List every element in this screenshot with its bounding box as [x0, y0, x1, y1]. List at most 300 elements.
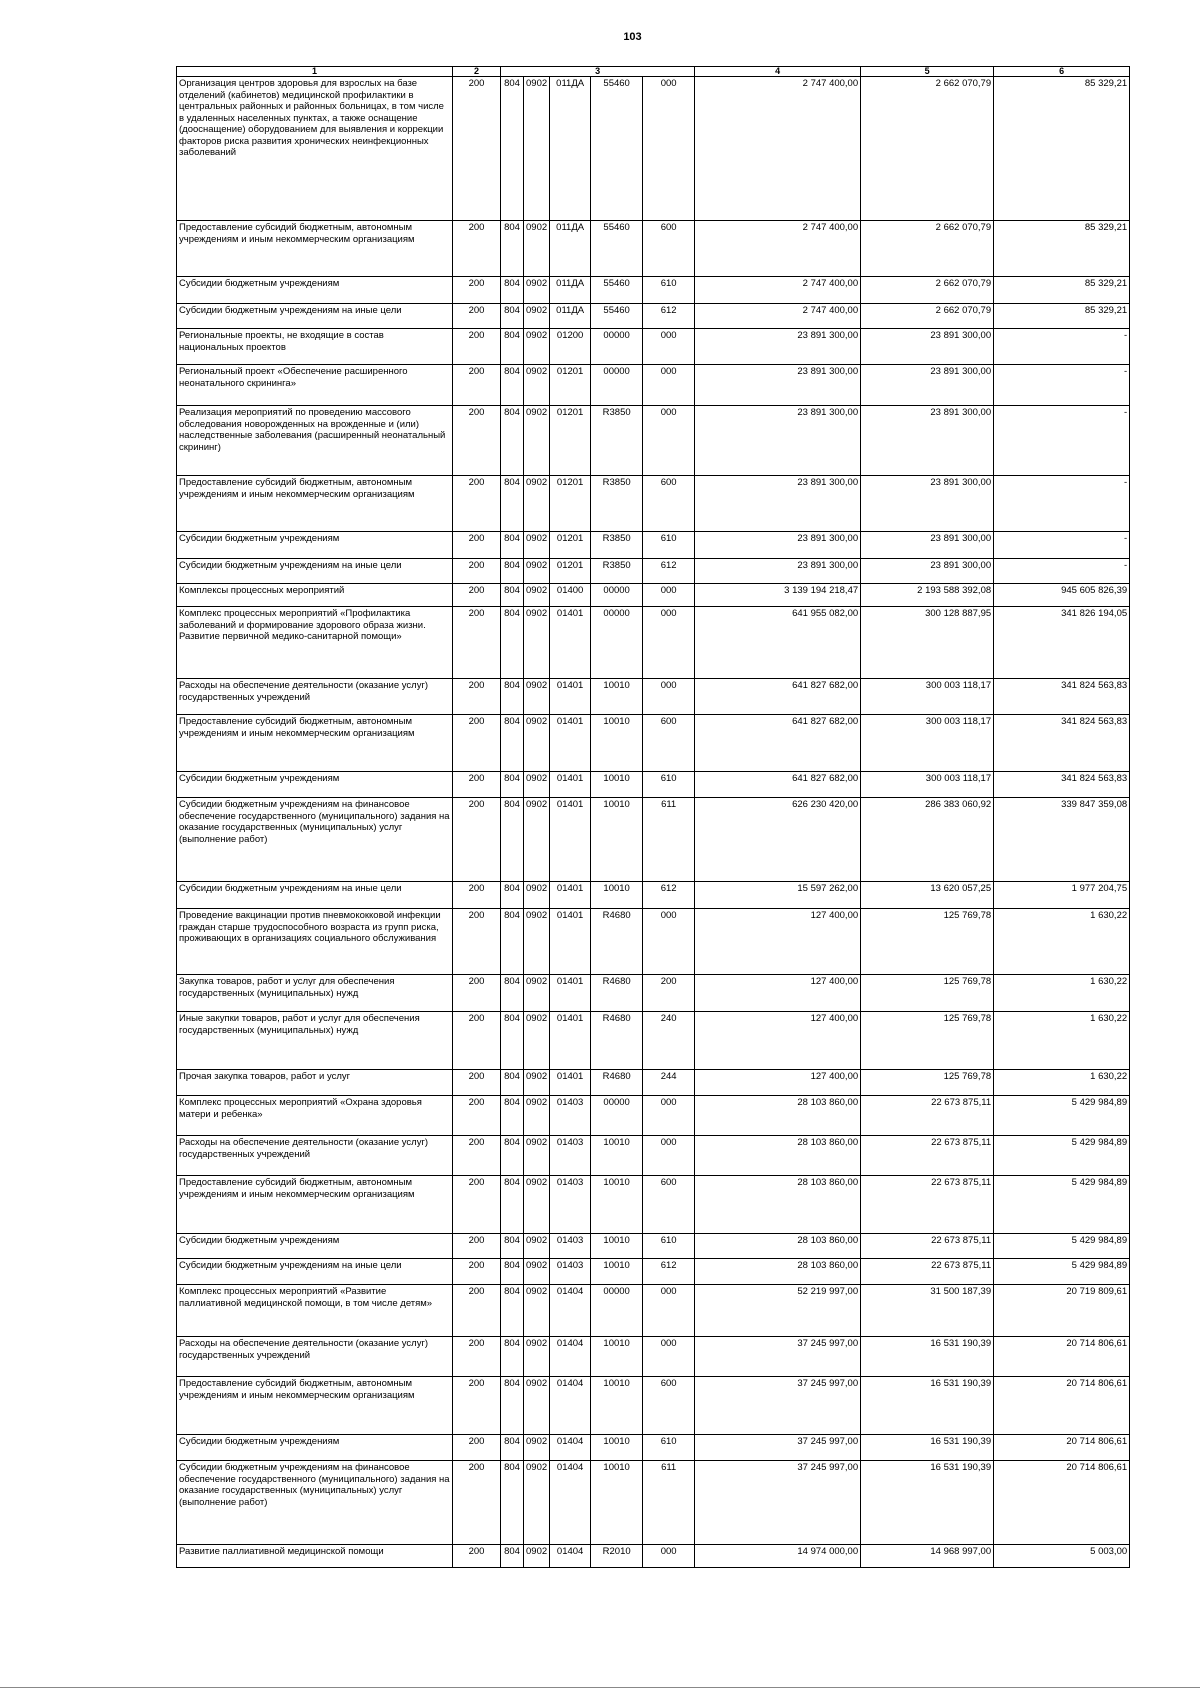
table-row [177, 584, 1130, 607]
row-col-3a: 804 [501, 909, 524, 975]
header-col-6: 6 [994, 67, 1130, 77]
row-col-5: 125 769,78 [861, 975, 994, 1012]
row-col-3e: 000 [643, 1545, 695, 1568]
row-col-6: 85 329,21 [994, 221, 1130, 277]
table-row [177, 1545, 1130, 1568]
row-col-3c: 01201 [550, 559, 591, 584]
row-col-3c: 01201 [550, 365, 591, 406]
row-col-3e: 611 [643, 798, 695, 882]
row-col-2: 200 [453, 584, 501, 607]
row-col-3c: 01201 [550, 532, 591, 559]
table-row [177, 1377, 1130, 1435]
row-col-3c: 01401 [550, 1070, 591, 1096]
row-col-3a: 804 [501, 329, 524, 365]
row-name: Закупка товаров, работ и услуг для обеспечения государственных (муниципальных) нужд [177, 975, 453, 1012]
row-col-3c: 01200 [550, 329, 591, 365]
row-col-5: 23 891 300,00 [861, 406, 994, 476]
row-name: Субсидии бюджетным учреждениям на финансовое обеспечение государственного (муниципального) задания на оказание государственных (муниципальных) услуг (выполнение работ) [177, 798, 453, 882]
table-row [177, 1012, 1130, 1070]
row-col-3c: 01201 [550, 476, 591, 532]
row-col-3d: 10010 [591, 1337, 643, 1377]
row-col-3d: 10010 [591, 715, 643, 772]
row-col-3e: 610 [643, 1435, 695, 1461]
row-col-5: 16 531 190,39 [861, 1435, 994, 1461]
row-col-3d: 55460 [591, 221, 643, 277]
table-row [177, 909, 1130, 975]
row-col-6: 20 719 809,61 [994, 1285, 1130, 1337]
row-col-6: 20 714 806,61 [994, 1377, 1130, 1435]
row-name: Предоставление субсидий бюджетным, автономным учреждениям и иным некоммерческим организациям [177, 1377, 453, 1435]
row-name: Проведение вакцинации против пневмококковой инфекции граждан старше трудоспособного возраста из групп риска, проживающих в организациях социального обслуживания [177, 909, 453, 975]
row-col-6: 5 429 984,89 [994, 1234, 1130, 1259]
row-col-6: 339 847 359,08 [994, 798, 1130, 882]
row-col-3d: 55460 [591, 304, 643, 329]
row-col-3e: 611 [643, 1461, 695, 1545]
row-name: Расходы на обеспечение деятельности (оказание услуг) государственных учреждений [177, 679, 453, 715]
row-col-2: 200 [453, 329, 501, 365]
row-col-6: 5 429 984,89 [994, 1259, 1130, 1285]
row-col-3b: 0902 [524, 1176, 550, 1234]
row-col-2: 200 [453, 607, 501, 679]
row-col-3d: 10010 [591, 1461, 643, 1545]
row-col-2: 200 [453, 1096, 501, 1136]
row-col-3b: 0902 [524, 304, 550, 329]
row-col-4: 37 245 997,00 [695, 1377, 861, 1435]
row-col-4: 23 891 300,00 [695, 406, 861, 476]
row-col-3a: 804 [501, 1136, 524, 1176]
row-col-5: 2 662 070,79 [861, 277, 994, 304]
row-col-3e: 610 [643, 277, 695, 304]
row-col-4: 2 747 400,00 [695, 221, 861, 277]
row-col-3c: 01400 [550, 584, 591, 607]
row-name: Субсидии бюджетным учреждениям на иные цели [177, 1259, 453, 1285]
row-col-3c: 01401 [550, 607, 591, 679]
row-col-2: 200 [453, 798, 501, 882]
row-col-3c: 01404 [550, 1545, 591, 1568]
row-col-3d: 00000 [591, 607, 643, 679]
row-col-3a: 804 [501, 1545, 524, 1568]
row-col-4: 2 747 400,00 [695, 277, 861, 304]
row-col-3a: 804 [501, 1012, 524, 1070]
row-col-6: - [994, 365, 1130, 406]
row-col-3a: 804 [501, 476, 524, 532]
row-col-2: 200 [453, 277, 501, 304]
row-col-3c: 01401 [550, 882, 591, 909]
row-col-5: 125 769,78 [861, 909, 994, 975]
table-row [177, 365, 1130, 406]
row-col-4: 641 955 082,00 [695, 607, 861, 679]
row-col-2: 200 [453, 1234, 501, 1259]
row-col-3d: 10010 [591, 1234, 643, 1259]
row-col-6: 85 329,21 [994, 277, 1130, 304]
row-name: Развитие паллиативной медицинской помощи [177, 1545, 453, 1568]
row-name: Субсидии бюджетным учреждениям [177, 1435, 453, 1461]
budget-table [176, 66, 1130, 1568]
row-col-3a: 804 [501, 1259, 524, 1285]
row-col-4: 641 827 682,00 [695, 679, 861, 715]
table-row [177, 77, 1130, 221]
table-row [177, 329, 1130, 365]
row-name: Субсидии бюджетным учреждениям [177, 1234, 453, 1259]
row-col-4: 23 891 300,00 [695, 559, 861, 584]
row-col-2: 200 [453, 1259, 501, 1285]
row-col-3a: 804 [501, 882, 524, 909]
row-col-2: 200 [453, 975, 501, 1012]
row-col-3b: 0902 [524, 1070, 550, 1096]
row-col-3e: 000 [643, 584, 695, 607]
row-col-3e: 000 [643, 1096, 695, 1136]
row-col-4: 52 219 997,00 [695, 1285, 861, 1337]
row-col-4: 28 103 860,00 [695, 1176, 861, 1234]
row-col-5: 300 003 118,17 [861, 772, 994, 798]
row-col-3e: 612 [643, 1259, 695, 1285]
row-col-6: 5 429 984,89 [994, 1136, 1130, 1176]
row-col-3b: 0902 [524, 798, 550, 882]
row-col-3e: 000 [643, 365, 695, 406]
row-col-3b: 0902 [524, 882, 550, 909]
row-col-3a: 804 [501, 584, 524, 607]
row-col-3a: 804 [501, 1234, 524, 1259]
row-col-5: 22 673 875,11 [861, 1136, 994, 1176]
row-name: Комплекс процессных мероприятий «Охрана здоровья матери и ребенка» [177, 1096, 453, 1136]
row-col-5: 16 531 190,39 [861, 1377, 994, 1435]
row-col-3a: 804 [501, 1461, 524, 1545]
row-col-3c: 01401 [550, 798, 591, 882]
row-col-2: 200 [453, 532, 501, 559]
row-col-3c: 01201 [550, 406, 591, 476]
row-col-4: 23 891 300,00 [695, 532, 861, 559]
row-col-3e: 000 [643, 1285, 695, 1337]
row-col-3c: 01403 [550, 1259, 591, 1285]
row-col-3b: 0902 [524, 221, 550, 277]
row-col-3d: 10010 [591, 772, 643, 798]
row-col-5: 22 673 875,11 [861, 1259, 994, 1285]
row-col-3c: 01404 [550, 1377, 591, 1435]
row-col-3b: 0902 [524, 1136, 550, 1176]
row-name: Комплекс процессных мероприятий «Профилактика заболеваний и формирование здорового образа жизни. Развитие первичной медико-санитарной помощи» [177, 607, 453, 679]
row-col-2: 200 [453, 1285, 501, 1337]
row-name: Реализация мероприятий по проведению массового обследования новорожденных на врожденные и (или) наследственные заболевания (расширенный неонатальный скрининг) [177, 406, 453, 476]
row-col-2: 200 [453, 1136, 501, 1176]
row-col-3c: 01401 [550, 975, 591, 1012]
row-col-3c: 01404 [550, 1285, 591, 1337]
row-col-5: 286 383 060,92 [861, 798, 994, 882]
row-col-3d: 55460 [591, 277, 643, 304]
table-row [177, 221, 1130, 277]
row-col-4: 28 103 860,00 [695, 1136, 861, 1176]
row-col-6: 1 630,22 [994, 975, 1130, 1012]
row-col-6: 85 329,21 [994, 77, 1130, 221]
table-row [177, 1259, 1130, 1285]
row-name: Комплекс процессных мероприятий «Развитие паллиативной медицинской помощи, в том числе детям» [177, 1285, 453, 1337]
row-col-6: 85 329,21 [994, 304, 1130, 329]
row-col-5: 22 673 875,11 [861, 1096, 994, 1136]
table-row [177, 476, 1130, 532]
row-col-2: 200 [453, 772, 501, 798]
row-col-3a: 804 [501, 221, 524, 277]
row-col-3c: 011ДА [550, 277, 591, 304]
row-col-5: 23 891 300,00 [861, 559, 994, 584]
row-col-3d: 10010 [591, 1259, 643, 1285]
row-col-4: 28 103 860,00 [695, 1259, 861, 1285]
row-col-4: 23 891 300,00 [695, 329, 861, 365]
row-col-4: 3 139 194 218,47 [695, 584, 861, 607]
row-col-2: 200 [453, 1176, 501, 1234]
row-col-2: 200 [453, 304, 501, 329]
row-name: Предоставление субсидий бюджетным, автономным учреждениям и иным некоммерческим организациям [177, 1176, 453, 1234]
table-row [177, 607, 1130, 679]
row-name: Прочая закупка товаров, работ и услуг [177, 1070, 453, 1096]
table-row [177, 559, 1130, 584]
row-col-3c: 01403 [550, 1176, 591, 1234]
row-col-4: 37 245 997,00 [695, 1435, 861, 1461]
row-col-4: 28 103 860,00 [695, 1096, 861, 1136]
row-col-2: 200 [453, 715, 501, 772]
row-name: Предоставление субсидий бюджетным, автономным учреждениям и иным некоммерческим организациям [177, 476, 453, 532]
row-col-3b: 0902 [524, 909, 550, 975]
row-col-5: 13 620 057,25 [861, 882, 994, 909]
row-name: Субсидии бюджетным учреждениям на иные цели [177, 882, 453, 909]
row-col-3c: 011ДА [550, 221, 591, 277]
row-col-3b: 0902 [524, 715, 550, 772]
row-col-3b: 0902 [524, 1337, 550, 1377]
row-col-3b: 0902 [524, 1234, 550, 1259]
row-col-2: 200 [453, 559, 501, 584]
header-col-4: 4 [695, 67, 861, 77]
row-col-4: 23 891 300,00 [695, 365, 861, 406]
row-col-2: 200 [453, 1012, 501, 1070]
row-col-6: 20 714 806,61 [994, 1461, 1130, 1545]
row-col-5: 22 673 875,11 [861, 1234, 994, 1259]
row-col-3e: 000 [643, 406, 695, 476]
row-col-4: 2 747 400,00 [695, 304, 861, 329]
row-col-3a: 804 [501, 715, 524, 772]
table-row [177, 1337, 1130, 1377]
row-col-3e: 612 [643, 882, 695, 909]
row-col-4: 127 400,00 [695, 1070, 861, 1096]
row-col-2: 200 [453, 1377, 501, 1435]
row-col-3d: R4680 [591, 975, 643, 1012]
table-row [177, 1461, 1130, 1545]
row-col-6: 945 605 826,39 [994, 584, 1130, 607]
row-name: Региональный проект «Обеспечение расширенного неонатального скрининга» [177, 365, 453, 406]
row-col-4: 127 400,00 [695, 1012, 861, 1070]
row-col-3d: R3850 [591, 406, 643, 476]
row-col-3b: 0902 [524, 559, 550, 584]
row-col-3b: 0902 [524, 1435, 550, 1461]
row-col-5: 125 769,78 [861, 1070, 994, 1096]
row-col-3d: 55460 [591, 77, 643, 221]
row-col-3a: 804 [501, 1285, 524, 1337]
row-col-2: 200 [453, 365, 501, 406]
row-col-4: 127 400,00 [695, 909, 861, 975]
row-col-2: 200 [453, 882, 501, 909]
row-col-4: 641 827 682,00 [695, 715, 861, 772]
row-col-3b: 0902 [524, 975, 550, 1012]
header-col-1: 1 [177, 67, 453, 77]
row-col-6: 20 714 806,61 [994, 1337, 1130, 1377]
row-col-3d: 00000 [591, 329, 643, 365]
row-col-3b: 0902 [524, 1285, 550, 1337]
row-col-3a: 804 [501, 679, 524, 715]
row-col-2: 200 [453, 1461, 501, 1545]
row-col-5: 14 968 997,00 [861, 1545, 994, 1568]
row-col-3d: R3850 [591, 559, 643, 584]
table-row [177, 1176, 1130, 1234]
row-col-3c: 01401 [550, 679, 591, 715]
row-col-3e: 000 [643, 1337, 695, 1377]
row-col-3a: 804 [501, 304, 524, 329]
row-col-3e: 610 [643, 532, 695, 559]
row-col-5: 23 891 300,00 [861, 365, 994, 406]
row-col-3d: R2010 [591, 1545, 643, 1568]
table-row [177, 1096, 1130, 1136]
row-col-3e: 240 [643, 1012, 695, 1070]
table-row [177, 1435, 1130, 1461]
row-col-3b: 0902 [524, 1545, 550, 1568]
row-col-3b: 0902 [524, 406, 550, 476]
row-col-6: 20 714 806,61 [994, 1435, 1130, 1461]
row-col-4: 23 891 300,00 [695, 476, 861, 532]
row-col-3b: 0902 [524, 1377, 550, 1435]
row-col-5: 23 891 300,00 [861, 532, 994, 559]
table-row [177, 679, 1130, 715]
row-name: Субсидии бюджетным учреждениям на иные цели [177, 304, 453, 329]
row-col-3d: 10010 [591, 1176, 643, 1234]
row-col-6: 341 824 563,83 [994, 772, 1130, 798]
row-col-3b: 0902 [524, 607, 550, 679]
table-row [177, 304, 1130, 329]
row-col-4: 626 230 420,00 [695, 798, 861, 882]
table-row [177, 715, 1130, 772]
row-col-3d: 10010 [591, 1435, 643, 1461]
row-col-3a: 804 [501, 365, 524, 406]
row-col-2: 200 [453, 1545, 501, 1568]
row-col-3b: 0902 [524, 1461, 550, 1545]
row-col-3d: 00000 [591, 584, 643, 607]
row-col-3d: 00000 [591, 365, 643, 406]
row-name: Комплексы процессных мероприятий [177, 584, 453, 607]
row-col-3a: 804 [501, 1337, 524, 1377]
row-col-3b: 0902 [524, 365, 550, 406]
row-name: Субсидии бюджетным учреждениям [177, 277, 453, 304]
row-col-3c: 01404 [550, 1461, 591, 1545]
row-col-3e: 000 [643, 77, 695, 221]
row-name: Расходы на обеспечение деятельности (оказание услуг) государственных учреждений [177, 1337, 453, 1377]
row-col-3b: 0902 [524, 679, 550, 715]
row-col-3d: R3850 [591, 476, 643, 532]
row-col-6: - [994, 532, 1130, 559]
row-name: Иные закупки товаров, работ и услуг для обеспечения государственных (муниципальных) нужд [177, 1012, 453, 1070]
row-col-3a: 804 [501, 559, 524, 584]
row-name: Предоставление субсидий бюджетным, автономным учреждениям и иным некоммерческим организациям [177, 221, 453, 277]
row-col-3c: 01404 [550, 1435, 591, 1461]
header-col-2: 2 [453, 67, 501, 77]
row-name: Предоставление субсидий бюджетным, автономным учреждениям и иным некоммерческим организациям [177, 715, 453, 772]
row-col-3a: 804 [501, 277, 524, 304]
row-col-3c: 01404 [550, 1337, 591, 1377]
row-col-3c: 01403 [550, 1136, 591, 1176]
row-col-6: 5 429 984,89 [994, 1096, 1130, 1136]
row-col-3b: 0902 [524, 476, 550, 532]
row-col-3d: 10010 [591, 1377, 643, 1435]
row-col-4: 15 597 262,00 [695, 882, 861, 909]
row-col-4: 28 103 860,00 [695, 1234, 861, 1259]
row-name: Субсидии бюджетным учреждениям на финансовое обеспечение государственного (муниципального) задания на оказание государственных (муниципальных) услуг (выполнение работ) [177, 1461, 453, 1545]
row-col-3c: 01403 [550, 1096, 591, 1136]
row-col-5: 22 673 875,11 [861, 1176, 994, 1234]
row-name: Субсидии бюджетным учреждениям [177, 772, 453, 798]
row-col-3d: R4680 [591, 909, 643, 975]
table-row [177, 1136, 1130, 1176]
row-col-6: 1 630,22 [994, 909, 1130, 975]
row-col-3b: 0902 [524, 77, 550, 221]
row-col-5: 16 531 190,39 [861, 1337, 994, 1377]
row-col-3e: 600 [643, 715, 695, 772]
row-col-4: 37 245 997,00 [695, 1461, 861, 1545]
table-row [177, 798, 1130, 882]
row-col-5: 300 003 118,17 [861, 679, 994, 715]
row-col-6: - [994, 329, 1130, 365]
row-col-5: 31 500 187,39 [861, 1285, 994, 1337]
row-col-2: 200 [453, 221, 501, 277]
row-col-5: 2 662 070,79 [861, 221, 994, 277]
row-col-3b: 0902 [524, 532, 550, 559]
row-col-2: 200 [453, 1435, 501, 1461]
row-col-3c: 01401 [550, 715, 591, 772]
row-col-3a: 804 [501, 798, 524, 882]
row-col-2: 200 [453, 406, 501, 476]
row-col-4: 641 827 682,00 [695, 772, 861, 798]
table-row [177, 1285, 1130, 1337]
page-number: 103 [623, 31, 642, 43]
row-col-6: 341 826 194,05 [994, 607, 1130, 679]
table-row [177, 882, 1130, 909]
row-col-6: 5 003,00 [994, 1545, 1130, 1568]
row-name: Расходы на обеспечение деятельности (оказание услуг) государственных учреждений [177, 1136, 453, 1176]
row-col-3c: 01401 [550, 772, 591, 798]
row-col-3c: 011ДА [550, 77, 591, 221]
row-col-3e: 600 [643, 1176, 695, 1234]
row-col-3e: 600 [643, 1377, 695, 1435]
row-name: Субсидии бюджетным учреждениям [177, 532, 453, 559]
table-row [177, 1070, 1130, 1096]
row-col-4: 14 974 000,00 [695, 1545, 861, 1568]
row-col-3a: 804 [501, 532, 524, 559]
row-col-5: 300 003 118,17 [861, 715, 994, 772]
row-col-3e: 600 [643, 221, 695, 277]
row-col-3d: 10010 [591, 882, 643, 909]
row-col-3b: 0902 [524, 1096, 550, 1136]
row-col-5: 2 193 588 392,08 [861, 584, 994, 607]
row-col-3d: 00000 [591, 1096, 643, 1136]
row-col-3e: 000 [643, 679, 695, 715]
row-col-3b: 0902 [524, 772, 550, 798]
row-col-6: - [994, 476, 1130, 532]
row-col-3c: 01403 [550, 1234, 591, 1259]
row-col-2: 200 [453, 1070, 501, 1096]
row-col-3e: 000 [643, 607, 695, 679]
row-col-3c: 01401 [550, 909, 591, 975]
row-col-4: 37 245 997,00 [695, 1337, 861, 1377]
table-row [177, 975, 1130, 1012]
row-col-3a: 804 [501, 77, 524, 221]
row-col-3d: 10010 [591, 1136, 643, 1176]
row-col-3a: 804 [501, 1435, 524, 1461]
row-col-3e: 244 [643, 1070, 695, 1096]
row-col-3d: 10010 [591, 798, 643, 882]
table-row [177, 772, 1130, 798]
